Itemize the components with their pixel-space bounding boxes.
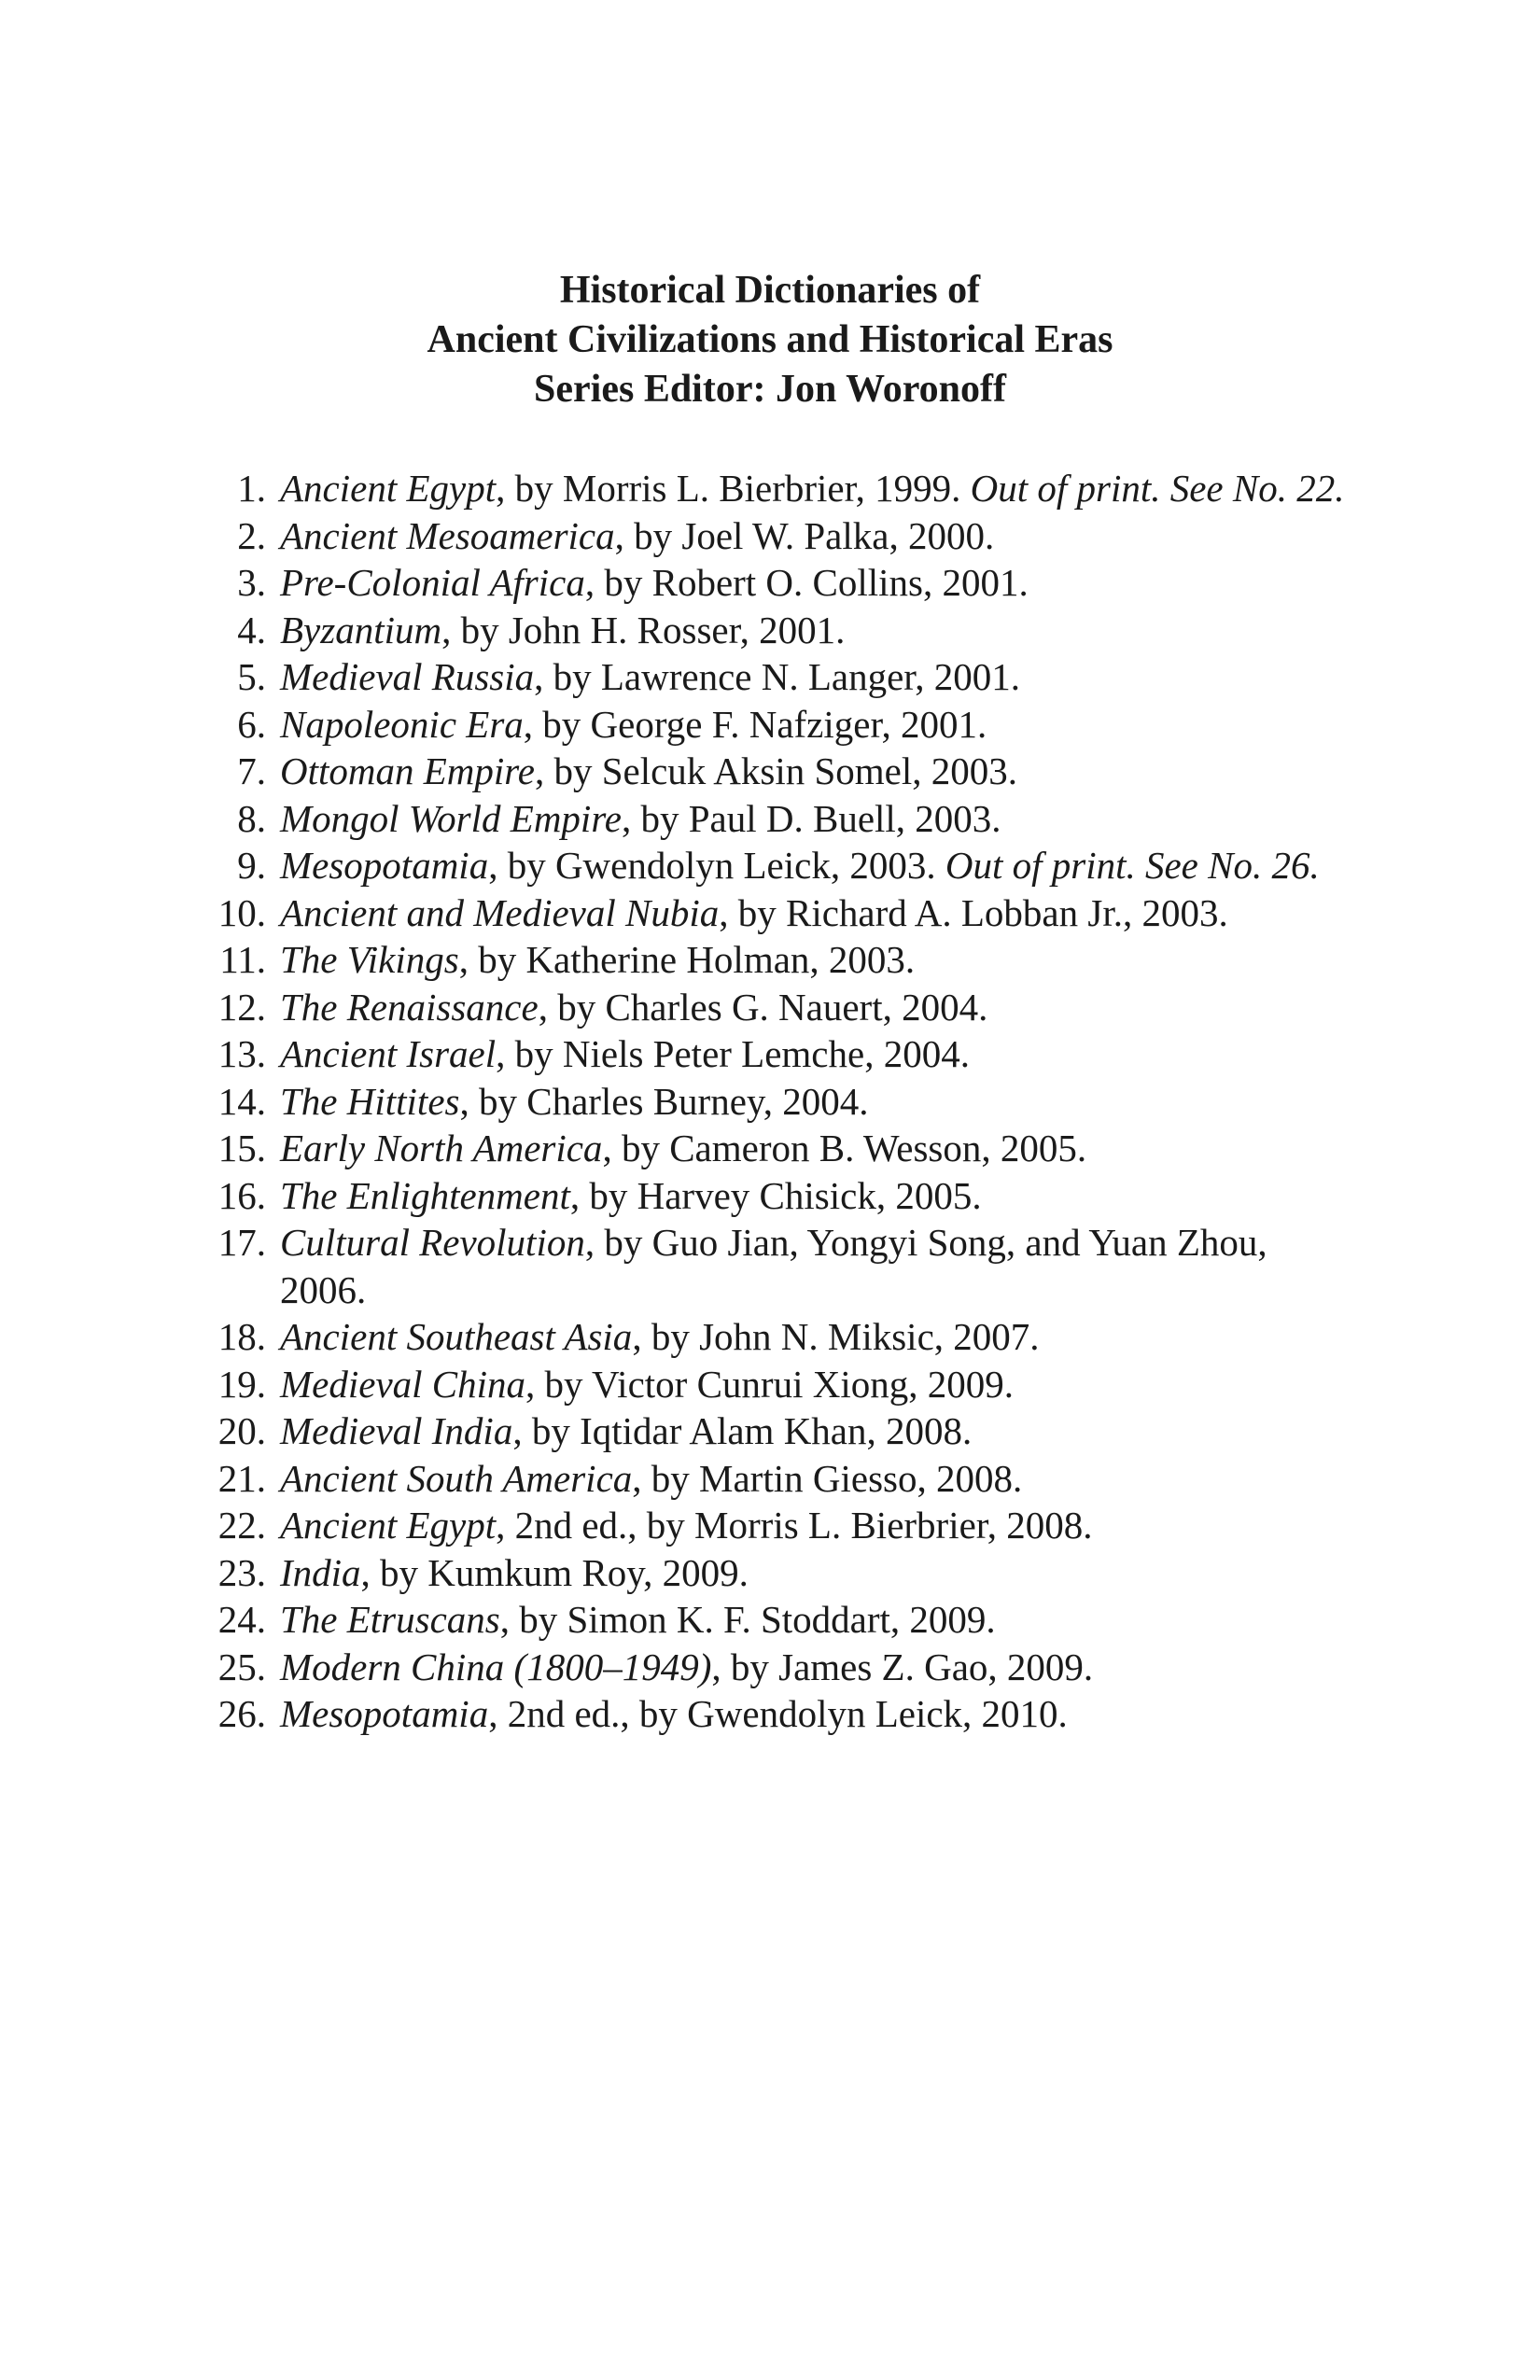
entry-number: 1. (237, 467, 266, 510)
entry-number: 8. (237, 796, 266, 840)
entry-title: Mongol World Empire (280, 796, 622, 840)
entry-title: Byzantium (280, 608, 442, 651)
entry-details: , by Cameron B. Wesson, 2005. (602, 1127, 1087, 1169)
series-list (187, 465, 1363, 1738)
entry-title: Mesopotamia (280, 844, 489, 887)
entry-details: , by John H. Rosser, 2001. (441, 608, 846, 651)
list-item (187, 1407, 1363, 1455)
entry-number: 21. (217, 1456, 266, 1500)
entry-text (280, 1502, 1363, 1549)
entry-details: , by Iqtidar Alam Khan, 2008. (512, 1409, 973, 1452)
entry-number: 25. (217, 1645, 266, 1688)
entry-text (280, 701, 1363, 749)
list-item (187, 842, 1363, 889)
entry-details: , by James Z. Gao, 2009. (711, 1645, 1094, 1688)
entry-details: , by Selcuk Aksin Somel, 2003. (534, 749, 1018, 792)
entry-text (280, 653, 1363, 701)
entry-details: , by Gwendolyn Leick, 2003. (488, 844, 945, 887)
entry-text (280, 748, 1363, 795)
list-item (187, 1030, 1363, 1078)
entry-title: Medieval Russia (280, 655, 535, 698)
list-item (187, 1313, 1363, 1361)
list-item (187, 1125, 1363, 1172)
entry-text (280, 1690, 1363, 1738)
entry-details: , by Paul D. Buell, 2003. (621, 796, 1001, 840)
entry-text (280, 1407, 1363, 1455)
entry-title: Ancient Mesoamerica (280, 513, 615, 557)
entry-number: 22. (217, 1504, 266, 1547)
list-item (187, 1078, 1363, 1126)
entry-title: The Enlightenment (280, 1173, 570, 1217)
entry-title: Medieval China (280, 1362, 526, 1406)
entry-text (280, 1455, 1363, 1503)
list-item (187, 1690, 1363, 1738)
entry-details: , by Simon K. F. Stoddart, 2009. (499, 1598, 996, 1641)
list-item (187, 1172, 1363, 1220)
entry-text (280, 889, 1363, 937)
entry-details: , by Martin Giesso, 2008. (632, 1456, 1023, 1500)
entry-text (280, 1078, 1363, 1126)
entry-text (280, 1125, 1363, 1172)
entry-text (280, 1549, 1363, 1597)
entry-number: 11. (219, 938, 266, 981)
entry-text (280, 512, 1363, 560)
entry-text (280, 1596, 1363, 1644)
entry-text (280, 1313, 1363, 1361)
entry-text (280, 795, 1363, 843)
entry-details: , by Richard A. Lobban Jr., 2003. (719, 890, 1228, 934)
list-item (187, 512, 1363, 560)
entry-number: 15. (217, 1127, 266, 1169)
entry-number: 9. (237, 844, 266, 887)
entry-text (280, 842, 1363, 889)
entry-text (280, 1219, 1363, 1313)
entry-number: 10. (217, 890, 266, 934)
entry-number: 17. (217, 1221, 266, 1264)
list-item (187, 559, 1363, 607)
list-item (187, 1644, 1363, 1691)
entry-details: , by Niels Peter Lemche, 2004. (496, 1032, 970, 1075)
entry-title: Early North America (280, 1127, 603, 1169)
entry-note: Out of print. See No. 26. (945, 844, 1320, 887)
entry-details: , by Guo Jian, Yongyi Song, and Yuan Zhou, 2006. (280, 1221, 1267, 1311)
entry-number: 12. (217, 985, 266, 1029)
entry-text (280, 936, 1363, 984)
entry-title: The Vikings (280, 938, 459, 981)
entry-number: 2. (237, 513, 266, 557)
entry-text (280, 1030, 1363, 1078)
entry-details: , by Katherine Holman, 2003. (458, 938, 916, 981)
entry-number: 26. (217, 1692, 266, 1735)
entry-title: Ancient and Medieval Nubia (280, 890, 720, 934)
entry-details: , by Lawrence N. Langer, 2001. (534, 655, 1021, 698)
entry-title: Pre-Colonial Africa (280, 561, 585, 604)
list-item (187, 607, 1363, 654)
list-item (187, 1219, 1363, 1313)
entry-number: 20. (217, 1409, 266, 1452)
series-title-line-2: Ancient Civilizations and Historical Eras (427, 318, 1113, 361)
entry-text (280, 607, 1363, 654)
list-item (187, 701, 1363, 749)
entry-number: 19. (217, 1362, 266, 1406)
entry-number: 4. (237, 608, 266, 651)
list-item (187, 889, 1363, 937)
entry-number: 23. (217, 1550, 266, 1594)
entry-details: , 2nd ed., by Morris L. Bierbrier, 2008. (496, 1504, 1093, 1547)
entry-title: The Renaissance (280, 985, 539, 1029)
entry-title: Napoleonic Era (280, 702, 524, 746)
list-item (187, 984, 1363, 1031)
list-item (187, 653, 1363, 701)
entry-title: Ancient Egypt (280, 1504, 497, 1547)
entry-number: 6. (237, 702, 266, 746)
entry-details: , by Morris L. Bierbrier, 1999. (496, 467, 971, 510)
entry-details: , by John N. Miksic, 2007. (632, 1315, 1040, 1358)
entry-title: Ottoman Empire (280, 749, 535, 792)
entry-number: 24. (217, 1598, 266, 1641)
entry-number: 5. (237, 655, 266, 698)
entry-title: India (280, 1550, 361, 1594)
entry-details: , by Kumkum Roy, 2009. (360, 1550, 749, 1594)
entry-number: 7. (237, 749, 266, 792)
entry-text (280, 1361, 1363, 1408)
entry-title: Ancient Egypt (280, 467, 497, 510)
list-item (187, 1596, 1363, 1644)
entry-details: , by Harvey Chisick, 2005. (569, 1173, 982, 1217)
entry-title: Mesopotamia (280, 1692, 489, 1735)
entry-details: , by Charles Burney, 2004. (459, 1079, 869, 1123)
entry-title: The Hittites (280, 1079, 460, 1123)
entry-text (280, 984, 1363, 1031)
entry-text (280, 1172, 1363, 1220)
entry-title: The Etruscans (280, 1598, 500, 1641)
series-editor-line: Series Editor: Jon Woronoff (534, 368, 1006, 411)
entry-note: Out of print. See No. 22. (970, 467, 1345, 510)
list-item (187, 465, 1363, 512)
entry-number: 16. (217, 1173, 266, 1217)
entry-title: Modern China (1800–1949) (280, 1645, 712, 1688)
list-item (187, 1455, 1363, 1503)
list-item (187, 1549, 1363, 1597)
entry-details: , 2nd ed., by Gwendolyn Leick, 2010. (488, 1692, 1068, 1735)
entry-details: , by Joel W. Palka, 2000. (614, 513, 995, 557)
entry-number: 13. (217, 1032, 266, 1075)
series-header (0, 266, 1540, 414)
list-item (187, 795, 1363, 843)
entry-text (280, 559, 1363, 607)
entry-details: , by Charles G. Nauert, 2004. (538, 985, 988, 1029)
entry-title: Ancient South America (280, 1456, 633, 1500)
entry-title: Cultural Revolution (280, 1221, 585, 1264)
entry-title: Ancient Israel (280, 1032, 497, 1075)
entry-text (280, 1644, 1363, 1691)
list-item (187, 1361, 1363, 1408)
entry-number: 3. (237, 561, 266, 604)
list-item (187, 936, 1363, 984)
entry-text (280, 465, 1363, 512)
list-item (187, 748, 1363, 795)
entry-details: , by George F. Nafziger, 2001. (523, 702, 987, 746)
entry-number: 18. (217, 1315, 266, 1358)
list-item (187, 1502, 1363, 1549)
entry-details: , by Victor Cunrui Xiong, 2009. (525, 1362, 1014, 1406)
entry-title: Medieval India (280, 1409, 513, 1452)
series-title-line-1: Historical Dictionaries of (559, 269, 981, 312)
entry-details: , by Robert O. Collins, 2001. (584, 561, 1029, 604)
entry-title: Ancient Southeast Asia (280, 1315, 633, 1358)
entry-number: 14. (217, 1079, 266, 1123)
